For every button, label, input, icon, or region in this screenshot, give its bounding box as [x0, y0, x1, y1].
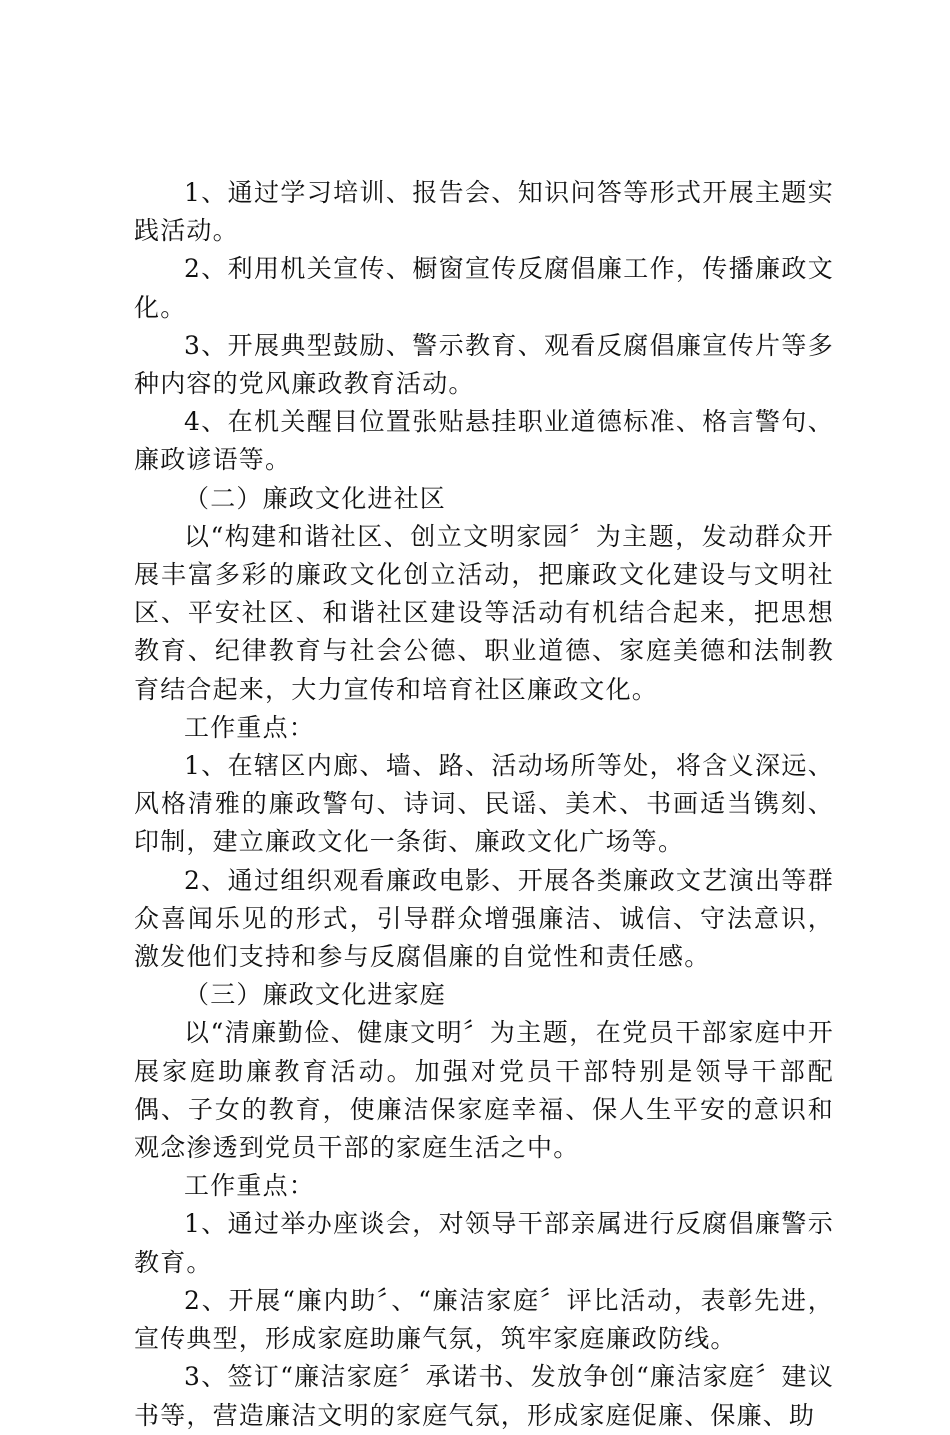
paragraph-family-1: 1、通过举办座谈会，对领导干部亲属进行反腐倡廉警示教育。: [134, 1209, 834, 1277]
document-body: [134, 174, 834, 1435]
work-focus-label: 工作重点：: [184, 1171, 316, 1201]
section-heading-family: （三）廉政文化进家庭: [184, 980, 447, 1010]
paragraph-family-intro: 以“清廉勤俭、健康文明〞为主题，在党员干部家庭中开展家庭助廉教育活动。加强对党员干部特别是领导干部配偶、子女的教育，使廉洁保家庭幸福、保人生平安的意识和观念渗透到党员干部的家庭生活之中。: [134, 1018, 834, 1163]
paragraph-1: 1、通过学习培训、报告会、知识问答等形式开展主题实践活动。: [134, 178, 834, 246]
paragraph-community-intro: 以“构建和谐社区、创立文明家园〞为主题，发动群众开展丰富多彩的廉政文化创立活动，把廉政文化建设与文明社区、平安社区、和谐社区建设等活动有机结合起来，把思想教育、纪律教育与社会公德、职业道德、家庭美德和法制教育结合起来，大力宣传和培育社区廉政文化。: [134, 521, 834, 704]
paragraph-family-2: 2、开展“廉内助〞、“廉洁家庭〞评比活动，表彰先进，宣传典型，形成家庭助廉气氛，筑牢家庭廉政防线。: [134, 1285, 834, 1354]
paragraph-community-2: 2、通过组织观看廉政电影、开展各类廉政文艺演出等群众喜闻乐见的形式，引导群众增强廉洁、诚信、守法意识，激发他们支持和参与反腐倡廉的自觉性和责任感。: [134, 865, 834, 972]
paragraph-family-3: 3、签订“廉洁家庭〞承诺书、发放争创“廉洁家庭〞建议书等，营造廉洁文明的家庭气氛，形成家庭促廉、保廉、助: [134, 1362, 834, 1430]
paragraph-4: 4、在机关醒目位置张贴悬挂职业道德标准、格言警句、廉政谚语等。: [134, 407, 834, 475]
section-heading-community: （二）廉政文化进社区: [184, 483, 447, 513]
work-focus-label: 工作重点：: [184, 712, 316, 742]
paragraph-community-1: 1、在辖区内廊、墙、路、活动场所等处，将含义深远、风格清雅的廉政警句、诗词、民谣、美术、书画适当镌刻、印制，建立廉政文化一条街、廉政文化广场等。: [134, 751, 834, 857]
paragraph-3: 3、开展典型鼓励、警示教育、观看反腐倡廉宣传片等多种内容的党风廉政教育活动。: [134, 330, 834, 399]
paragraph-2: 2、利用机关宣传、橱窗宣传反腐倡廉工作，传播廉政文化。: [134, 254, 834, 322]
